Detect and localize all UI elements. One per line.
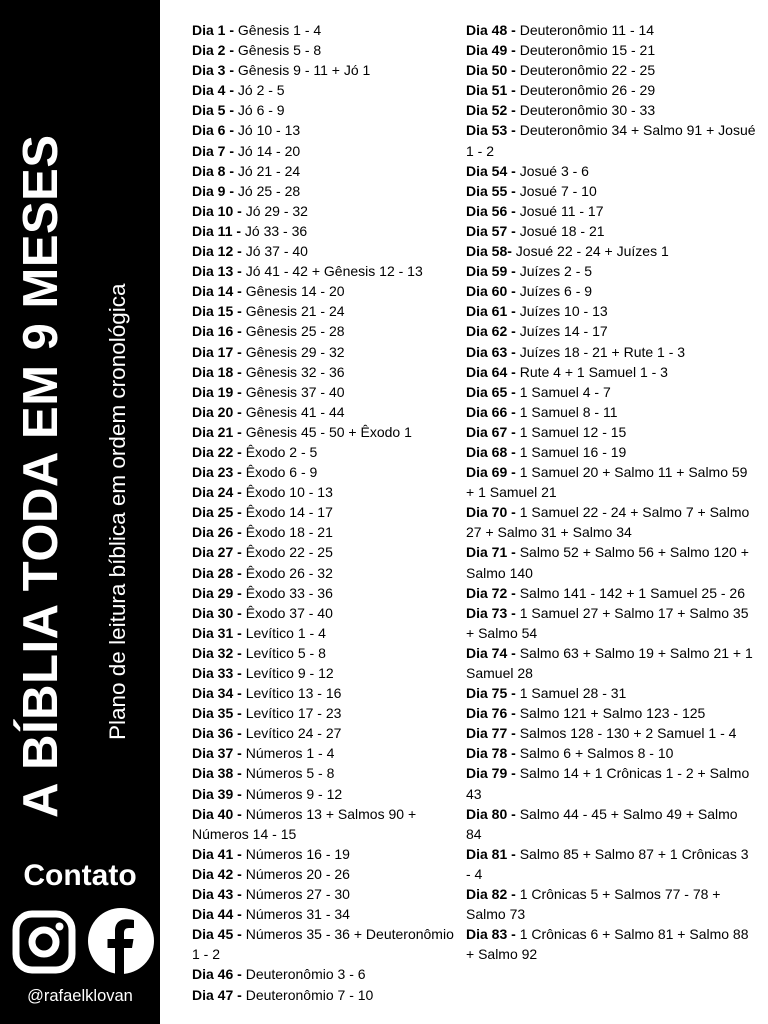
reading-passage: Jó 6 - 9 (234, 102, 285, 119)
day-number: Dia 53 - (466, 122, 516, 139)
reading-plan-left-column (192, 20, 464, 1005)
reading-entry (192, 20, 464, 40)
day-number: Dia 48 - (466, 22, 516, 38)
reading-passage: Levítico 9 - 12 (241, 665, 334, 681)
day-number: Dia 58- (466, 243, 512, 260)
reading-passage: Êxodo 2 - 5 (241, 443, 318, 460)
reading-entry (192, 60, 464, 80)
reading-passage: Números 1 - 4 (241, 745, 335, 762)
reading-entry (192, 623, 464, 643)
reading-passage: Deuteronômio 15 - 21 (515, 42, 656, 59)
day-number: Dia 44 - (192, 906, 242, 923)
day-number: Dia 26 - (192, 524, 242, 541)
reading-passage: Números 27 - 30 (241, 886, 350, 903)
reading-entry (466, 442, 756, 462)
day-number: Dia 30 - (192, 604, 242, 621)
reading-entry (466, 161, 756, 181)
reading-passage: Salmo 63 + Salmo 19 + Salmo 21 + 1 Samuel 28 (466, 644, 753, 681)
day-number: Dia 72 - (466, 584, 516, 601)
reading-entry (192, 985, 464, 1005)
reading-entry (466, 844, 756, 884)
reading-entry (192, 563, 464, 583)
day-number: Dia 4 - (192, 82, 235, 99)
day-number: Dia 60 - (466, 283, 516, 300)
reading-entry (466, 201, 756, 221)
reading-passage: Josué 3 - 6 (515, 162, 589, 179)
reading-passage: Gênesis 37 - 40 (241, 383, 345, 400)
day-number: Dia 45 - (192, 926, 242, 943)
reading-passage: 1 Samuel 8 - 11 (515, 403, 618, 420)
reading-passage: Êxodo 14 - 17 (241, 504, 333, 521)
reading-entry (192, 502, 464, 522)
reading-passage: Juízes 6 - 9 (515, 283, 593, 300)
reading-entry (466, 80, 756, 100)
reading-passage: 1 Samuel 4 - 7 (515, 383, 611, 400)
reading-passage: 1 Crônicas 6 + Salmo 81 + Salmo 88 + Salmo 92 (466, 926, 749, 963)
reading-entry (192, 924, 464, 964)
reading-passage: Deuteronômio 30 - 33 (515, 102, 656, 119)
reading-entry (192, 382, 464, 402)
reading-passage: Gênesis 5 - 8 (234, 42, 322, 59)
reading-entry (192, 281, 464, 301)
reading-passage: 1 Samuel 16 - 19 (515, 443, 627, 460)
reading-entry (192, 784, 464, 804)
day-number: Dia 70 - (466, 504, 516, 521)
reading-entry (192, 241, 464, 261)
reading-passage: Gênesis 25 - 28 (241, 323, 345, 340)
reading-passage: Êxodo 18 - 21 (241, 524, 333, 541)
reading-entry (192, 904, 464, 924)
reading-passage: Deuteronômio 22 - 25 (515, 62, 656, 79)
reading-entry (466, 603, 756, 643)
day-number: Dia 28 - (192, 564, 242, 581)
day-number: Dia 51 - (466, 82, 516, 99)
facebook-icon[interactable] (88, 908, 154, 974)
day-number: Dia 11 - (192, 222, 242, 239)
reading-entry (192, 80, 464, 100)
reading-passage: Êxodo 22 - 25 (241, 544, 333, 561)
day-number: Dia 71 - (466, 544, 516, 561)
day-number: Dia 36 - (192, 725, 242, 742)
day-number: Dia 6 - (192, 122, 235, 139)
reading-passage: Gênesis 41 - 44 (241, 403, 345, 420)
day-number: Dia 66 - (466, 403, 516, 420)
reading-passage: 1 Samuel 22 - 24 + Salmo 7 + Salmo 27 + Salmo 31 + Salmo 34 (466, 504, 750, 541)
reading-entry (192, 663, 464, 683)
reading-entry (192, 161, 464, 181)
reading-entry (466, 60, 756, 80)
reading-passage: Josué 22 - 24 + Juízes 1 (511, 243, 669, 260)
reading-entry (192, 362, 464, 382)
day-number: Dia 49 - (466, 42, 516, 59)
reading-passage: 1 Samuel 28 - 31 (515, 685, 627, 702)
day-number: Dia 17 - (192, 343, 242, 360)
reading-passage: Josué 7 - 10 (515, 182, 597, 199)
reading-passage: Jó 33 - 36 (241, 222, 308, 239)
day-number: Dia 64 - (466, 363, 516, 380)
day-number: Dia 74 - (466, 644, 516, 661)
reading-passage: 1 Samuel 12 - 15 (515, 423, 627, 440)
day-number: Dia 16 - (192, 323, 242, 340)
reading-entry (466, 241, 756, 261)
day-number: Dia 31 - (192, 624, 242, 641)
day-number: Dia 57 - (466, 222, 516, 239)
reading-passage: Êxodo 10 - 13 (241, 484, 333, 501)
day-number: Dia 83 - (466, 926, 516, 943)
vertical-title: A BÍBLIA TODA EM 9 MESES (14, 134, 68, 818)
day-number: Dia 34 - (192, 685, 242, 702)
day-number: Dia 47 - (192, 986, 242, 1003)
day-number: Dia 10 - (192, 202, 242, 219)
reading-entry (192, 120, 464, 140)
reading-passage: Levítico 5 - 8 (241, 644, 326, 661)
reading-passage: Levítico 1 - 4 (241, 624, 326, 641)
day-number: Dia 56 - (466, 202, 516, 219)
day-number: Dia 61 - (466, 303, 516, 320)
reading-passage: Números 5 - 8 (241, 765, 335, 782)
day-number: Dia 27 - (192, 544, 242, 561)
reading-entry (466, 542, 756, 582)
reading-entry (466, 382, 756, 402)
reading-entry (192, 301, 464, 321)
day-number: Dia 41 - (192, 845, 242, 862)
reading-entry (192, 743, 464, 763)
day-number: Dia 25 - (192, 504, 242, 521)
reading-entry (192, 261, 464, 281)
day-number: Dia 82 - (466, 886, 516, 903)
day-number: Dia 77 - (466, 725, 516, 742)
day-number: Dia 35 - (192, 705, 242, 722)
day-number: Dia 76 - (466, 705, 516, 722)
reading-entry (466, 301, 756, 321)
day-number: Dia 23 - (192, 464, 242, 481)
reading-entry (192, 763, 464, 783)
reading-passage: Salmo 14 + 1 Crônicas 1 - 2 + Salmo 43 (466, 765, 750, 802)
day-number: Dia 22 - (192, 443, 242, 460)
day-number: Dia 38 - (192, 765, 242, 782)
reading-entry (192, 462, 464, 482)
reading-passage: Deuteronômio 7 - 10 (241, 986, 374, 1003)
day-number: Dia 68 - (466, 443, 516, 460)
day-number: Dia 18 - (192, 363, 242, 380)
reading-entry (466, 120, 756, 160)
reading-entry (192, 723, 464, 743)
reading-passage: Josué 18 - 21 (515, 222, 605, 239)
reading-passage: Gênesis 1 - 4 (234, 22, 322, 38)
reading-passage: Deuteronômio 3 - 6 (241, 966, 366, 983)
reading-passage: Rute 4 + 1 Samuel 1 - 3 (515, 363, 668, 380)
reading-entry (466, 20, 756, 40)
reading-passage: Gênesis 45 - 50 + Êxodo 1 (241, 423, 412, 440)
reading-entry (192, 583, 464, 603)
reading-entry (192, 522, 464, 542)
day-number: Dia 37 - (192, 745, 242, 762)
day-number: Dia 13 - (192, 263, 242, 280)
reading-entry (192, 884, 464, 904)
reading-entry (466, 342, 756, 362)
reading-passage: Êxodo 33 - 36 (241, 584, 333, 601)
reading-entry (466, 40, 756, 60)
reading-passage: 1 Samuel 20 + Salmo 11 + Salmo 59 + 1 Samuel 21 (466, 464, 748, 501)
instagram-handle: @rafaelklovan (27, 987, 133, 1005)
reading-passage: Deuteronômio 34 + Salmo 91 + Josué 1 - 2 (466, 122, 756, 159)
reading-entry (466, 703, 756, 723)
reading-passage: Salmo 44 - 45 + Salmo 49 + Salmo 84 (466, 805, 738, 842)
reading-entry (466, 583, 756, 603)
reading-passage: Gênesis 21 - 24 (241, 303, 345, 320)
day-number: Dia 40 - (192, 805, 242, 822)
reading-entry (192, 402, 464, 422)
reading-entry (466, 261, 756, 281)
reading-passage: Jó 14 - 20 (234, 142, 301, 159)
vertical-subtitle: Plano de leitura bíblica em ordem cronológica (105, 283, 130, 740)
reading-entry (192, 422, 464, 442)
day-number: Dia 59 - (466, 263, 516, 280)
reading-passage: Levítico 17 - 23 (241, 705, 342, 722)
day-number: Dia 69 - (466, 464, 516, 481)
reading-entry (466, 924, 756, 964)
day-number: Dia 39 - (192, 785, 242, 802)
day-number: Dia 73 - (466, 604, 516, 621)
reading-entry (466, 181, 756, 201)
reading-passage: Gênesis 14 - 20 (241, 283, 345, 300)
reading-entry (192, 40, 464, 60)
reading-passage: Juízes 10 - 13 (515, 303, 608, 320)
day-number: Dia 80 - (466, 805, 516, 822)
day-number: Dia 55 - (466, 182, 516, 199)
reading-entry (192, 683, 464, 703)
reading-passage: Deuteronômio 26 - 29 (515, 82, 656, 99)
reading-entry (466, 643, 756, 683)
day-number: Dia 62 - (466, 323, 516, 340)
reading-entry (466, 804, 756, 844)
day-number: Dia 33 - (192, 665, 242, 681)
reading-entry (466, 723, 756, 743)
day-number: Dia 46 - (192, 966, 242, 983)
day-number: Dia 29 - (192, 584, 242, 601)
reading-entry (192, 864, 464, 884)
reading-passage: Gênesis 9 - 11 + Jó 1 (234, 62, 371, 79)
reading-passage: Jó 37 - 40 (241, 243, 308, 260)
day-number: Dia 7 - (192, 142, 235, 159)
day-number: Dia 8 - (192, 162, 235, 179)
reading-entry (192, 643, 464, 663)
reading-passage: Jó 2 - 5 (234, 82, 285, 99)
reading-entry (192, 603, 464, 623)
contact-label: Contato (23, 859, 137, 892)
reading-passage: 1 Crônicas 5 + Salmos 77 - 78 + Salmo 73 (466, 886, 721, 923)
reading-entry (466, 321, 756, 341)
reading-entry (192, 844, 464, 864)
day-number: Dia 9 - (192, 182, 235, 199)
day-number: Dia 75 - (466, 685, 516, 702)
day-number: Dia 79 - (466, 765, 516, 782)
reading-entry (192, 542, 464, 562)
reading-plan-right-column (466, 20, 756, 964)
reading-passage: Josué 11 - 17 (515, 202, 604, 219)
day-number: Dia 3 - (192, 62, 235, 79)
reading-passage: Deuteronômio 11 - 14 (515, 22, 655, 38)
reading-entry (192, 141, 464, 161)
reading-entry (192, 482, 464, 502)
reading-passage: Êxodo 26 - 32 (241, 564, 333, 581)
reading-entry (466, 502, 756, 542)
reading-passage: Salmo 141 - 142 + 1 Samuel 25 - 26 (515, 584, 746, 601)
reading-passage: Gênesis 32 - 36 (241, 363, 345, 380)
reading-entry (466, 362, 756, 382)
reading-passage: Jó 29 - 32 (241, 202, 308, 219)
reading-entry (192, 703, 464, 723)
reading-entry (466, 422, 756, 442)
reading-passage: Êxodo 37 - 40 (241, 604, 333, 621)
day-number: Dia 67 - (466, 423, 516, 440)
reading-passage: Juízes 2 - 5 (515, 263, 593, 280)
reading-passage: Salmo 52 + Salmo 56 + Salmo 120 + Salmo 140 (466, 544, 749, 581)
day-number: Dia 65 - (466, 383, 516, 400)
reading-passage: Jó 41 - 42 + Gênesis 12 - 13 (241, 263, 423, 280)
reading-passage: Números 20 - 26 (241, 865, 350, 882)
day-number: Dia 12 - (192, 243, 242, 260)
day-number: Dia 54 - (466, 162, 516, 179)
reading-entry (192, 342, 464, 362)
reading-passage: Juízes 18 - 21 + Rute 1 - 3 (515, 343, 686, 360)
day-number: Dia 63 - (466, 343, 516, 360)
reading-entry (466, 683, 756, 703)
reading-entry (192, 442, 464, 462)
day-number: Dia 32 - (192, 644, 242, 661)
reading-entry (192, 100, 464, 120)
day-number: Dia 81 - (466, 845, 516, 862)
reading-passage: Salmo 6 + Salmos 8 - 10 (515, 745, 674, 762)
day-number: Dia 5 - (192, 102, 235, 119)
day-number: Dia 19 - (192, 383, 242, 400)
reading-passage: Gênesis 29 - 32 (241, 343, 345, 360)
reading-entry (192, 201, 464, 221)
reading-passage: Números 16 - 19 (241, 845, 350, 862)
instagram-icon[interactable] (12, 910, 76, 974)
reading-entry (466, 402, 756, 422)
day-number: Dia 2 - (192, 42, 235, 59)
reading-entry (192, 181, 464, 201)
reading-entry (192, 321, 464, 341)
reading-entry (192, 964, 464, 984)
day-number: Dia 43 - (192, 886, 242, 903)
reading-entry (466, 884, 756, 924)
reading-entry (466, 743, 756, 763)
day-number: Dia 24 - (192, 484, 242, 501)
reading-passage: Jó 21 - 24 (234, 162, 301, 179)
reading-passage: Salmo 85 + Salmo 87 + 1 Crônicas 3 - 4 (466, 845, 749, 882)
reading-passage: Êxodo 6 - 9 (241, 464, 318, 481)
reading-passage: 1 Samuel 27 + Salmo 17 + Salmo 35 + Salmo 54 (466, 604, 749, 641)
reading-passage: Salmos 128 - 130 + 2 Samuel 1 - 4 (515, 725, 737, 742)
day-number: Dia 21 - (192, 423, 242, 440)
day-number: Dia 42 - (192, 865, 242, 882)
reading-passage: Levítico 24 - 27 (241, 725, 342, 742)
reading-passage: Levítico 13 - 16 (241, 685, 342, 702)
day-number: Dia 50 - (466, 62, 516, 79)
reading-entry (466, 100, 756, 120)
reading-entry (466, 281, 756, 301)
reading-entry (466, 221, 756, 241)
day-number: Dia 14 - (192, 283, 242, 300)
reading-passage: Jó 25 - 28 (234, 182, 301, 199)
reading-passage: Salmo 121 + Salmo 123 - 125 (515, 705, 706, 722)
reading-entry (466, 763, 756, 803)
day-number: Dia 52 - (466, 102, 516, 119)
day-number: Dia 78 - (466, 745, 516, 762)
day-number: Dia 20 - (192, 403, 242, 420)
reading-passage: Números 13 + Salmos 90 + Números 14 - 15 (192, 805, 417, 842)
reading-passage: Números 9 - 12 (241, 785, 343, 802)
reading-entry (192, 221, 464, 241)
reading-passage: Números 31 - 34 (241, 906, 350, 923)
sidebar (0, 0, 160, 1024)
reading-entry (192, 804, 464, 844)
reading-entry (466, 462, 756, 502)
day-number: Dia 15 - (192, 303, 242, 320)
reading-passage: Juízes 14 - 17 (515, 323, 608, 340)
day-number: Dia 1 - (192, 22, 235, 38)
reading-passage: Números 35 - 36 + Deuteronômio 1 - 2 (192, 926, 454, 963)
reading-passage: Jó 10 - 13 (234, 122, 301, 139)
